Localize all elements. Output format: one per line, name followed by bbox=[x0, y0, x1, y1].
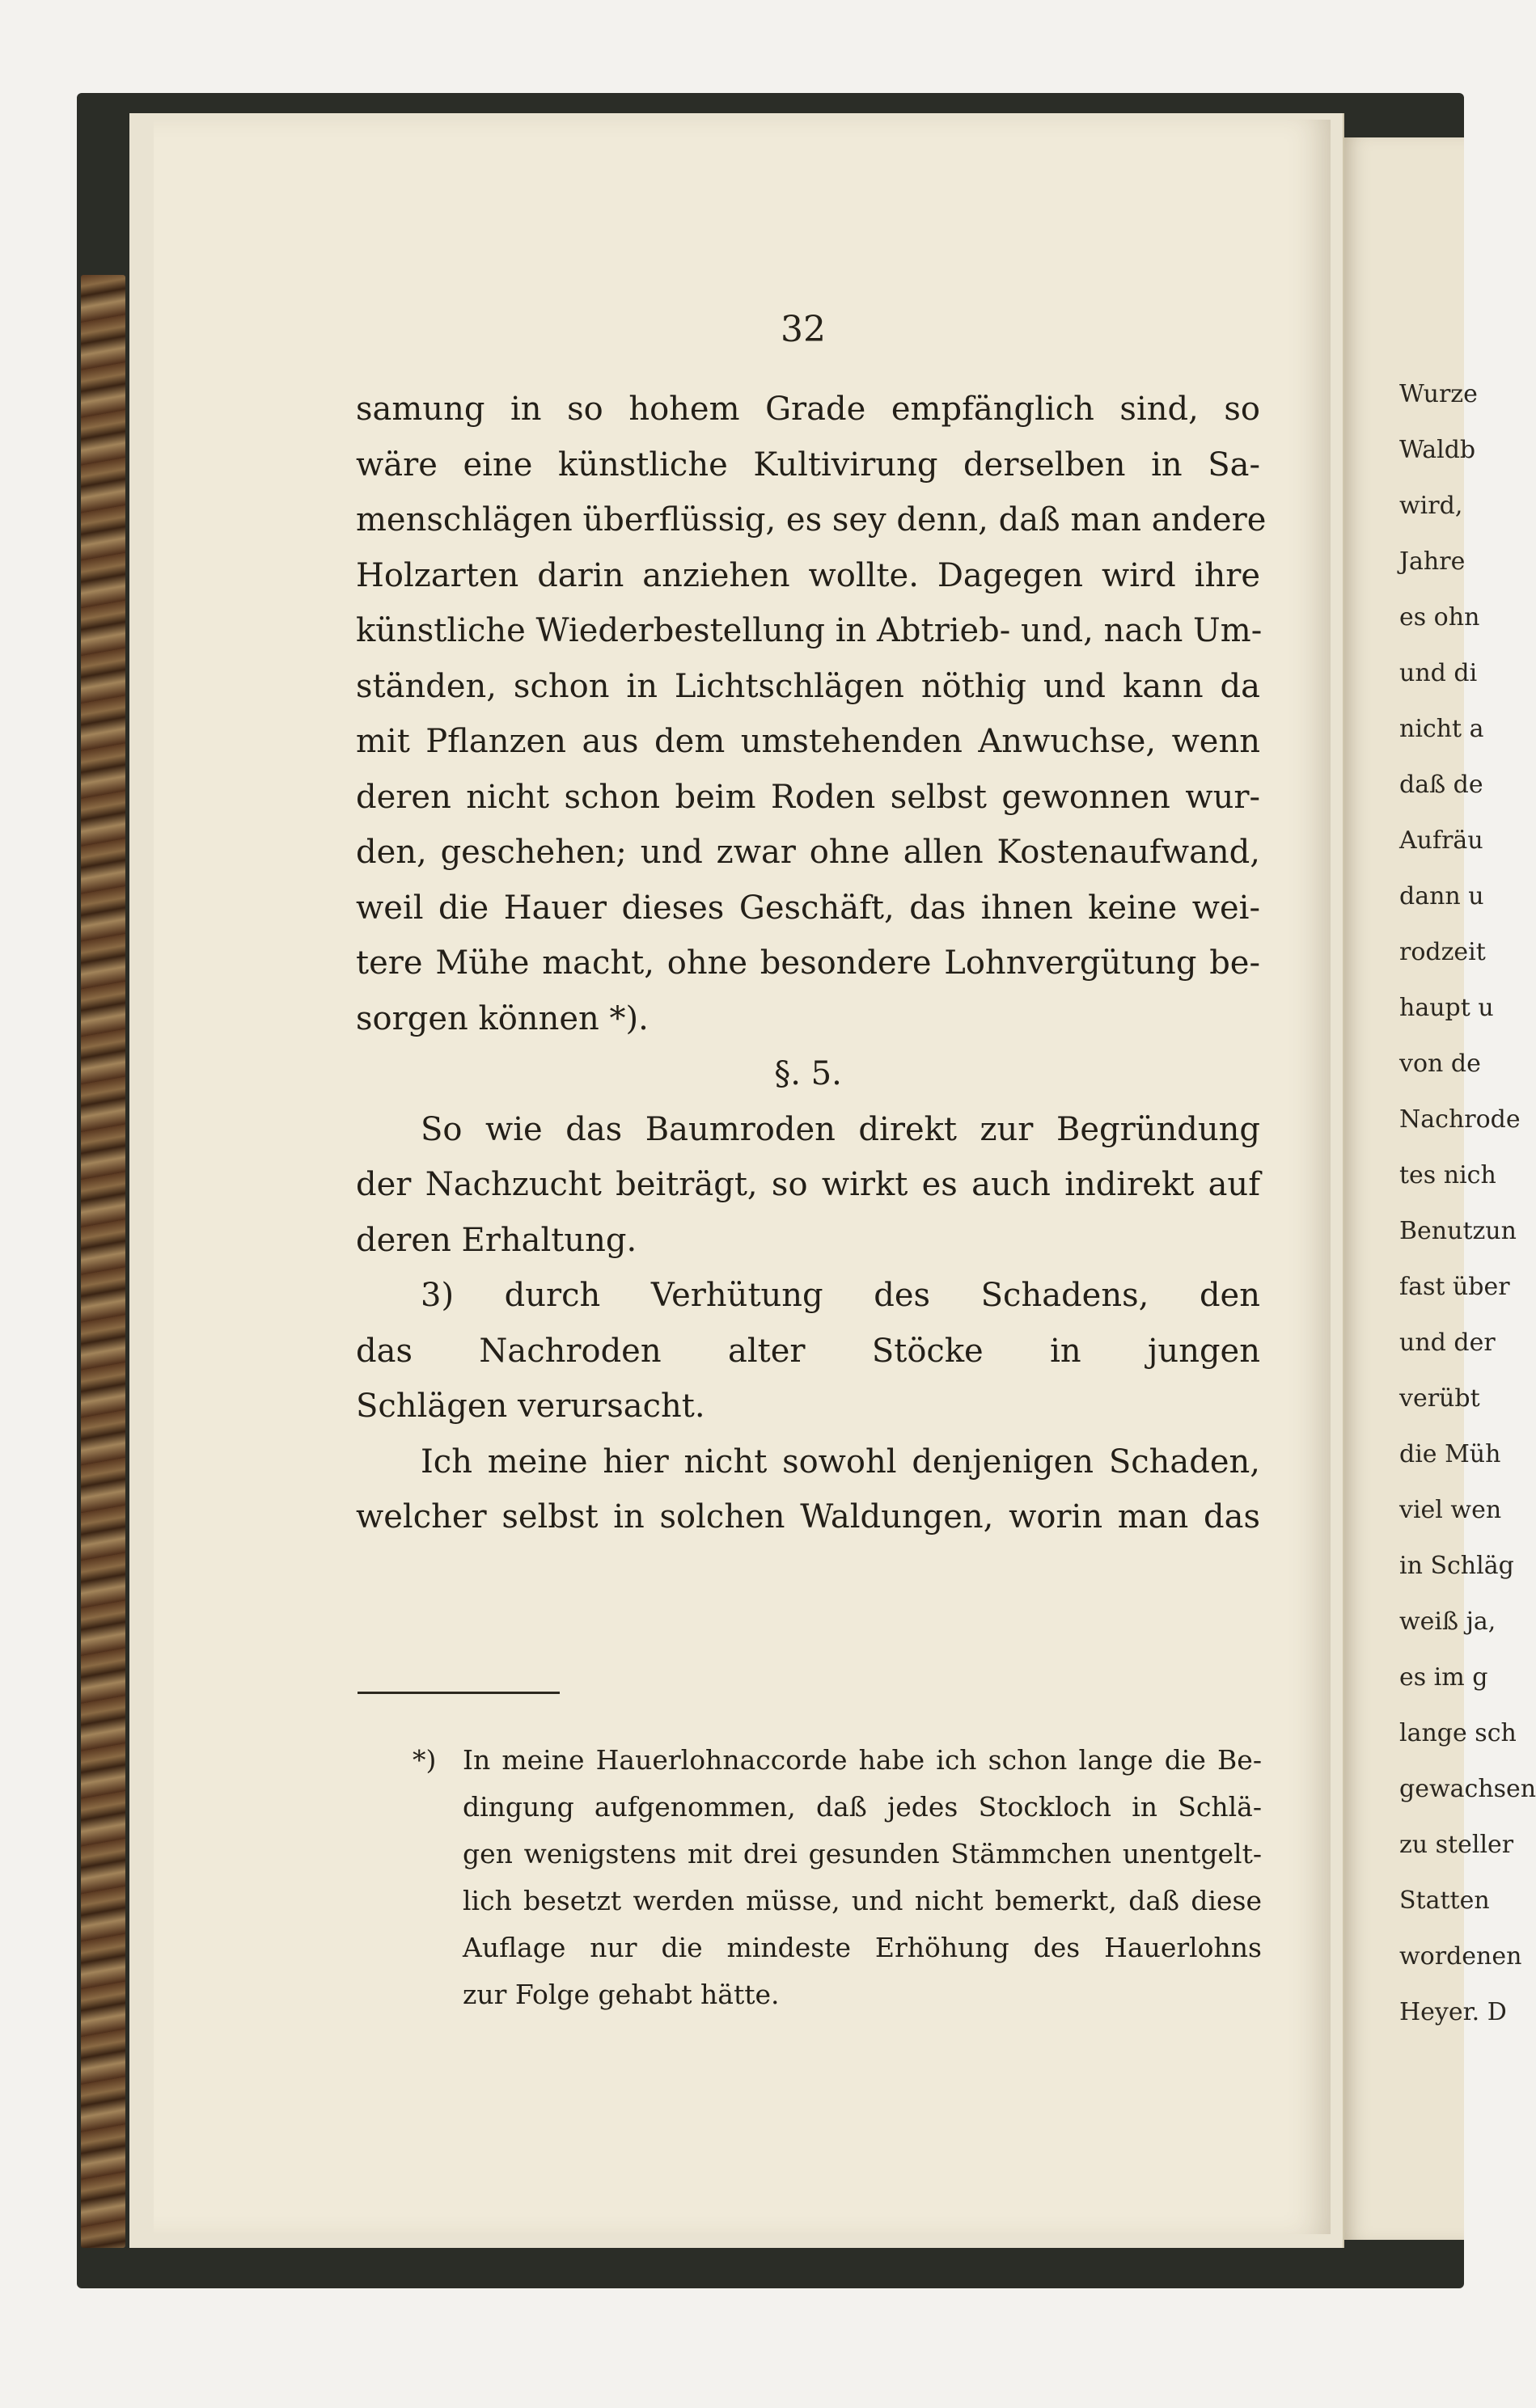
para-line: Ich meine hier nicht sowohl denjenigen Schaden, bbox=[421, 1443, 1260, 1481]
next-page-line: nicht a bbox=[1399, 715, 1484, 743]
point-line: das Nachroden alter Stöcke in jungen bbox=[356, 1332, 1260, 1370]
section-line: So wie das Baumroden direkt zur Begründung bbox=[421, 1110, 1260, 1148]
footnote-line: dingung aufgenommen, daß jedes Stockloch in Schlä- bbox=[463, 1791, 1262, 1823]
body-line: den, geschehen; und zwar ohne allen Kostenaufwand, bbox=[356, 834, 1260, 871]
next-page-line: verübt bbox=[1399, 1384, 1480, 1413]
body-line: weil die Hauer dieses Geschäft, das ihnen keine wei- bbox=[356, 889, 1260, 927]
body-line: samung in so hohem Grade empfänglich sind, so bbox=[356, 391, 1260, 428]
next-page-line: zu steller bbox=[1399, 1831, 1514, 1859]
next-page-line: Statten bbox=[1399, 1886, 1490, 1915]
next-page-line: Jahre bbox=[1399, 547, 1466, 576]
body-line: ständen, schon in Lichtschlägen nöthig und kann da bbox=[356, 667, 1260, 705]
next-page-line: wordenen bbox=[1399, 1942, 1522, 1971]
footnote-line: gen wenigstens mit drei gesunden Stämmchen unentgelt- bbox=[463, 1838, 1262, 1869]
footnote-line: lich besetzt werden müsse, und nicht bemerkt, daß diese bbox=[463, 1885, 1262, 1916]
next-page-line: Aufräu bbox=[1399, 826, 1483, 855]
footnote bbox=[413, 1737, 1262, 2018]
footnote-line: In meine Hauerlohnaccorde habe ich schon lange die Be- bbox=[463, 1744, 1262, 1776]
body-line: Holzarten darin anziehen wollte. Dagegen wird ihre bbox=[356, 556, 1260, 594]
next-page-line: es im g bbox=[1399, 1663, 1488, 1692]
next-page-line: weiß ja, bbox=[1399, 1607, 1496, 1636]
next-page-line: viel wen bbox=[1399, 1496, 1502, 1524]
next-page-line: und di bbox=[1399, 659, 1478, 687]
footnote-rule bbox=[358, 1692, 560, 1694]
body-line: sorgen können *). bbox=[356, 999, 649, 1037]
footnote-line: zur Folge gehabt hätte. bbox=[463, 1979, 780, 2010]
body-line: wäre eine künstliche Kultivirung derselben in Sa- bbox=[356, 446, 1260, 484]
next-page-line: lange sch bbox=[1399, 1719, 1517, 1747]
next-page-line: es ohn bbox=[1399, 603, 1480, 632]
body-line: mit Pflanzen aus dem umstehenden Anwuchse, wenn bbox=[356, 723, 1260, 760]
section-line: deren Erhaltung. bbox=[356, 1221, 637, 1259]
next-page-line: wird, bbox=[1399, 492, 1463, 520]
next-page-line: von de bbox=[1399, 1050, 1481, 1078]
next-page-line: daß de bbox=[1399, 771, 1483, 799]
next-page-line: Nachrode bbox=[1399, 1105, 1521, 1134]
point-line: 3) durch Verhütung des Schadens, den bbox=[421, 1277, 1260, 1314]
next-page-edge bbox=[1344, 137, 1536, 2240]
body-line: deren nicht schon beim Roden selbst gewonnen wur- bbox=[356, 778, 1260, 816]
section-heading: §. 5. bbox=[774, 1055, 842, 1092]
body-line: tere Mühe macht, ohne besondere Lohnvergütung be- bbox=[356, 944, 1260, 982]
body-line: künstliche Wiederbestellung in Abtrieb- und, nach Um- bbox=[356, 612, 1263, 649]
page-number: 32 bbox=[781, 309, 826, 350]
page-body bbox=[356, 382, 1267, 1545]
next-page-line: tes nich bbox=[1399, 1161, 1496, 1189]
footnote-mark: *) bbox=[413, 1744, 437, 1776]
next-page-line: Waldb bbox=[1399, 436, 1476, 464]
section-line: der Nachzucht beiträgt, so wirkt es auch indirekt auf bbox=[356, 1166, 1260, 1203]
next-page-line: haupt u bbox=[1399, 994, 1494, 1022]
next-page-line: Benutzun bbox=[1399, 1217, 1517, 1245]
next-page-line: und der bbox=[1399, 1329, 1496, 1357]
next-page-line: in Schläg bbox=[1399, 1552, 1514, 1580]
next-page-line: Wurze bbox=[1399, 380, 1478, 408]
body-line: menschlägen überflüssig, es sey denn, daß man andere bbox=[356, 501, 1267, 539]
footnote-line: Auflage nur die mindeste Erhöhung des Hauerlohns bbox=[463, 1932, 1262, 1963]
next-page-line: die Müh bbox=[1399, 1440, 1501, 1468]
para-line: welcher selbst in solchen Waldungen, worin man das bbox=[356, 1498, 1260, 1536]
next-page-line: Heyer. D bbox=[1399, 1998, 1507, 2026]
next-page-line: fast über bbox=[1399, 1273, 1510, 1301]
point-line: Schlägen verursacht. bbox=[356, 1388, 705, 1425]
marbled-page-edge bbox=[81, 275, 125, 2248]
next-page-line: dann u bbox=[1399, 882, 1484, 910]
next-page-line: rodzeit bbox=[1399, 938, 1486, 966]
next-page-line: gewachsen bbox=[1399, 1775, 1536, 1803]
